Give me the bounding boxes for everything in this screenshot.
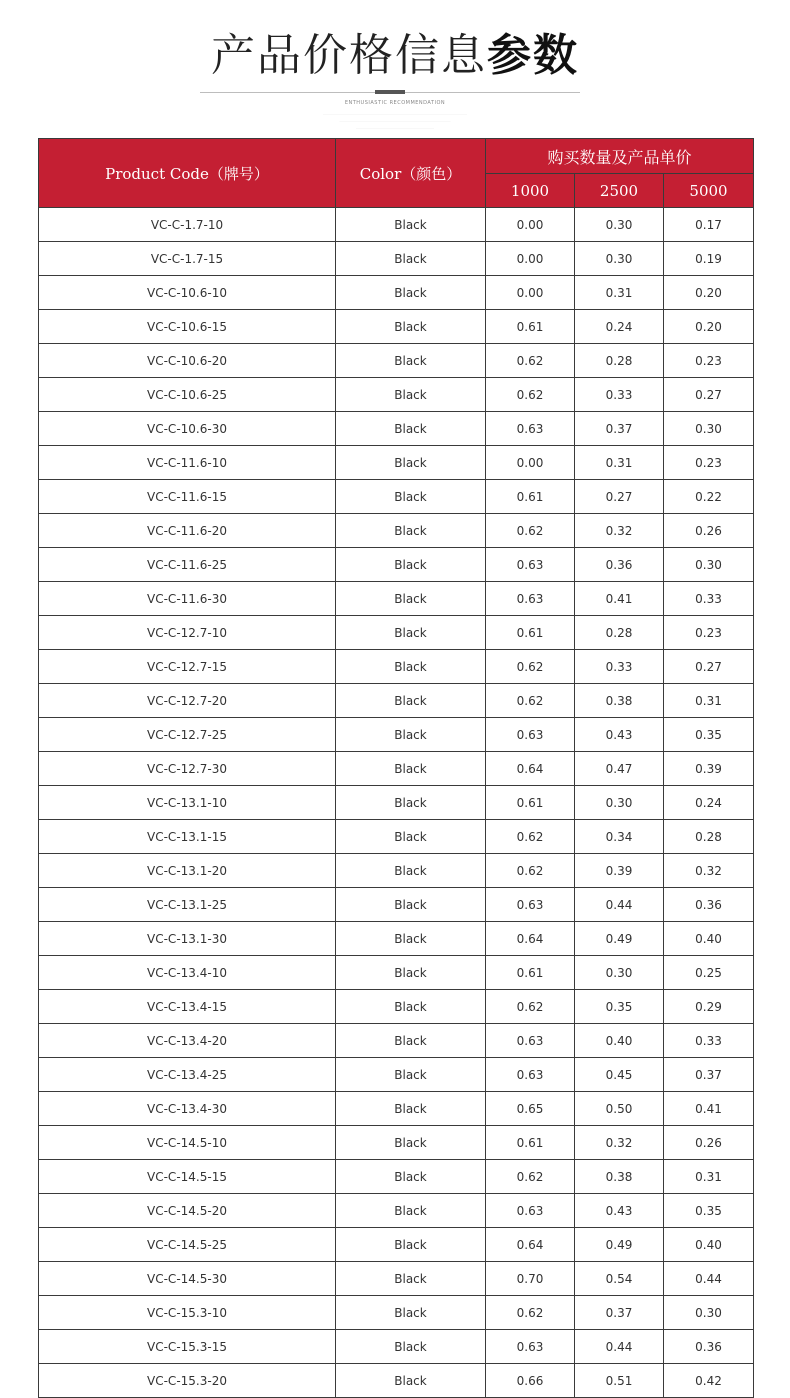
table-row — [39, 956, 754, 990]
table-row — [39, 1194, 754, 1228]
cell-product-code: VC-C-11.6-20 — [39, 514, 336, 548]
cell-price-5000: 0.30 — [664, 548, 754, 582]
cell-price-2500: 0.36 — [575, 548, 664, 582]
cell-price-5000: 0.42 — [664, 1364, 754, 1398]
cell-price-2500: 0.38 — [575, 684, 664, 718]
decorative-fine-print: …………………………………………………………………… — [356, 126, 434, 130]
cell-price-5000: 0.36 — [664, 1330, 754, 1364]
table-row — [39, 1058, 754, 1092]
cell-price-5000: 0.23 — [664, 446, 754, 480]
cell-product-code: VC-C-10.6-25 — [39, 378, 336, 412]
cell-product-code: VC-C-12.7-10 — [39, 616, 336, 650]
cell-price-1000: 0.62 — [486, 990, 575, 1024]
cell-price-1000: 0.62 — [486, 344, 575, 378]
header-quantity-price: 购买数量及产品单价 — [486, 139, 754, 174]
cell-product-code: VC-C-1.7-15 — [39, 242, 336, 276]
cell-price-1000: 0.62 — [486, 820, 575, 854]
cell-price-1000: 0.61 — [486, 956, 575, 990]
table-row — [39, 310, 754, 344]
cell-price-1000: 0.62 — [486, 514, 575, 548]
table-row — [39, 684, 754, 718]
table-row — [39, 1092, 754, 1126]
cell-price-5000: 0.40 — [664, 1228, 754, 1262]
cell-price-5000: 0.26 — [664, 514, 754, 548]
cell-price-2500: 0.45 — [575, 1058, 664, 1092]
cell-price-1000: 0.00 — [486, 208, 575, 242]
cell-price-1000: 0.00 — [486, 242, 575, 276]
cell-price-2500: 0.51 — [575, 1364, 664, 1398]
cell-price-2500: 0.54 — [575, 1262, 664, 1296]
table-row — [39, 616, 754, 650]
cell-price-2500: 0.24 — [575, 310, 664, 344]
cell-product-code: VC-C-11.6-10 — [39, 446, 336, 480]
cell-product-code: VC-C-13.4-10 — [39, 956, 336, 990]
table-row — [39, 1160, 754, 1194]
cell-color: Black — [336, 310, 486, 344]
cell-price-2500: 0.33 — [575, 650, 664, 684]
cell-price-2500: 0.43 — [575, 718, 664, 752]
table-row — [39, 208, 754, 242]
cell-price-5000: 0.23 — [664, 616, 754, 650]
cell-color: Black — [336, 514, 486, 548]
table-row — [39, 412, 754, 446]
cell-product-code: VC-C-14.5-15 — [39, 1160, 336, 1194]
table-row — [39, 1296, 754, 1330]
cell-color: Black — [336, 242, 486, 276]
cell-price-5000: 0.33 — [664, 582, 754, 616]
cell-price-5000: 0.44 — [664, 1262, 754, 1296]
cell-product-code: VC-C-12.7-15 — [39, 650, 336, 684]
cell-price-1000: 0.62 — [486, 1160, 575, 1194]
header-qty-1000: 1000 — [486, 174, 575, 208]
cell-price-2500: 0.31 — [575, 276, 664, 310]
cell-price-1000: 0.61 — [486, 480, 575, 514]
cell-color: Black — [336, 1160, 486, 1194]
cell-color: Black — [336, 480, 486, 514]
cell-price-5000: 0.30 — [664, 412, 754, 446]
decorative-fine-print: ………………………………………………………………………………………………… — [339, 119, 451, 123]
table-row — [39, 854, 754, 888]
cell-product-code: VC-C-15.3-20 — [39, 1364, 336, 1398]
cell-color: Black — [336, 718, 486, 752]
cell-price-1000: 0.62 — [486, 1296, 575, 1330]
cell-color: Black — [336, 1092, 486, 1126]
cell-price-5000: 0.29 — [664, 990, 754, 1024]
cell-product-code: VC-C-10.6-30 — [39, 412, 336, 446]
cell-price-1000: 0.66 — [486, 1364, 575, 1398]
cell-price-1000: 0.63 — [486, 1058, 575, 1092]
cell-color: Black — [336, 412, 486, 446]
cell-color: Black — [336, 616, 486, 650]
table-row — [39, 752, 754, 786]
cell-price-2500: 0.37 — [575, 1296, 664, 1330]
cell-price-5000: 0.32 — [664, 854, 754, 888]
header-product-code: Product Code（牌号） — [39, 139, 336, 208]
cell-price-5000: 0.19 — [664, 242, 754, 276]
cell-color: Black — [336, 446, 486, 480]
header-qty-5000: 5000 — [664, 174, 754, 208]
cell-product-code: VC-C-13.1-25 — [39, 888, 336, 922]
cell-product-code: VC-C-13.1-15 — [39, 820, 336, 854]
cell-price-2500: 0.43 — [575, 1194, 664, 1228]
cell-price-5000: 0.31 — [664, 1160, 754, 1194]
cell-price-2500: 0.49 — [575, 922, 664, 956]
table-row — [39, 718, 754, 752]
cell-product-code: VC-C-10.6-20 — [39, 344, 336, 378]
table-row — [39, 1024, 754, 1058]
cell-color: Black — [336, 1296, 486, 1330]
cell-product-code: VC-C-12.7-30 — [39, 752, 336, 786]
subtitle: ENTHUSIASTIC RECOMMENDATION — [344, 100, 446, 106]
cell-price-5000: 0.39 — [664, 752, 754, 786]
cell-price-2500: 0.41 — [575, 582, 664, 616]
table-row — [39, 1330, 754, 1364]
cell-product-code: VC-C-13.4-25 — [39, 1058, 336, 1092]
cell-product-code: VC-C-11.6-15 — [39, 480, 336, 514]
cell-price-5000: 0.26 — [664, 1126, 754, 1160]
cell-color: Black — [336, 276, 486, 310]
cell-product-code: VC-C-13.4-20 — [39, 1024, 336, 1058]
cell-color: Black — [336, 786, 486, 820]
cell-color: Black — [336, 650, 486, 684]
cell-color: Black — [336, 684, 486, 718]
cell-color: Black — [336, 378, 486, 412]
cell-product-code: VC-C-14.5-10 — [39, 1126, 336, 1160]
title-accent-bar — [375, 90, 405, 94]
cell-price-1000: 0.61 — [486, 616, 575, 650]
table-row — [39, 582, 754, 616]
cell-color: Black — [336, 1024, 486, 1058]
cell-price-2500: 0.33 — [575, 378, 664, 412]
cell-price-5000: 0.31 — [664, 684, 754, 718]
table-row — [39, 446, 754, 480]
cell-product-code: VC-C-14.5-25 — [39, 1228, 336, 1262]
cell-product-code: VC-C-13.4-15 — [39, 990, 336, 1024]
cell-price-2500: 0.35 — [575, 990, 664, 1024]
cell-price-5000: 0.20 — [664, 276, 754, 310]
table-row — [39, 276, 754, 310]
cell-price-5000: 0.40 — [664, 922, 754, 956]
cell-price-1000: 0.63 — [486, 888, 575, 922]
cell-price-2500: 0.30 — [575, 208, 664, 242]
cell-price-5000: 0.24 — [664, 786, 754, 820]
cell-color: Black — [336, 888, 486, 922]
cell-product-code: VC-C-15.3-15 — [39, 1330, 336, 1364]
table-row — [39, 888, 754, 922]
cell-color: Black — [336, 582, 486, 616]
table-row — [39, 1126, 754, 1160]
cell-price-2500: 0.32 — [575, 514, 664, 548]
cell-color: Black — [336, 752, 486, 786]
cell-color: Black — [336, 208, 486, 242]
cell-price-5000: 0.22 — [664, 480, 754, 514]
table-row — [39, 480, 754, 514]
cell-price-2500: 0.28 — [575, 344, 664, 378]
cell-price-1000: 0.62 — [486, 378, 575, 412]
cell-price-1000: 0.00 — [486, 276, 575, 310]
cell-price-5000: 0.41 — [664, 1092, 754, 1126]
cell-price-5000: 0.23 — [664, 344, 754, 378]
cell-color: Black — [336, 1194, 486, 1228]
table-row — [39, 514, 754, 548]
cell-price-1000: 0.61 — [486, 1126, 575, 1160]
table-row — [39, 1262, 754, 1296]
cell-price-5000: 0.37 — [664, 1058, 754, 1092]
cell-product-code: VC-C-13.1-20 — [39, 854, 336, 888]
cell-price-2500: 0.31 — [575, 446, 664, 480]
cell-color: Black — [336, 854, 486, 888]
cell-color: Black — [336, 1364, 486, 1398]
cell-price-2500: 0.30 — [575, 786, 664, 820]
cell-price-2500: 0.50 — [575, 1092, 664, 1126]
table-row — [39, 922, 754, 956]
cell-price-2500: 0.27 — [575, 480, 664, 514]
cell-color: Black — [336, 922, 486, 956]
cell-color: Black — [336, 956, 486, 990]
cell-price-2500: 0.44 — [575, 888, 664, 922]
cell-price-5000: 0.17 — [664, 208, 754, 242]
cell-price-1000: 0.62 — [486, 650, 575, 684]
cell-product-code: VC-C-14.5-20 — [39, 1194, 336, 1228]
cell-price-1000: 0.63 — [486, 1194, 575, 1228]
table-row — [39, 548, 754, 582]
cell-price-5000: 0.30 — [664, 1296, 754, 1330]
cell-product-code: VC-C-1.7-10 — [39, 208, 336, 242]
cell-price-2500: 0.44 — [575, 1330, 664, 1364]
table-row — [39, 242, 754, 276]
cell-price-1000: 0.63 — [486, 1024, 575, 1058]
cell-color: Black — [336, 548, 486, 582]
cell-price-5000: 0.20 — [664, 310, 754, 344]
cell-price-1000: 0.63 — [486, 1330, 575, 1364]
cell-price-1000: 0.63 — [486, 412, 575, 446]
cell-price-5000: 0.35 — [664, 1194, 754, 1228]
cell-color: Black — [336, 1058, 486, 1092]
title-regular: 产品价格信息 — [211, 30, 487, 81]
cell-color: Black — [336, 1262, 486, 1296]
cell-product-code: VC-C-11.6-30 — [39, 582, 336, 616]
cell-color: Black — [336, 1330, 486, 1364]
cell-color: Black — [336, 344, 486, 378]
cell-price-1000: 0.00 — [486, 446, 575, 480]
table-row — [39, 344, 754, 378]
cell-price-1000: 0.61 — [486, 310, 575, 344]
cell-color: Black — [336, 1228, 486, 1262]
cell-product-code: VC-C-12.7-20 — [39, 684, 336, 718]
table-body — [39, 208, 754, 1398]
table-row — [39, 786, 754, 820]
cell-price-2500: 0.39 — [575, 854, 664, 888]
cell-color: Black — [336, 1126, 486, 1160]
table-row — [39, 1364, 754, 1398]
cell-price-5000: 0.35 — [664, 718, 754, 752]
cell-price-2500: 0.37 — [575, 412, 664, 446]
cell-price-5000: 0.27 — [664, 378, 754, 412]
cell-price-2500: 0.34 — [575, 820, 664, 854]
cell-price-1000: 0.65 — [486, 1092, 575, 1126]
cell-price-5000: 0.25 — [664, 956, 754, 990]
cell-price-5000: 0.27 — [664, 650, 754, 684]
cell-price-1000: 0.61 — [486, 786, 575, 820]
cell-price-1000: 0.64 — [486, 1228, 575, 1262]
cell-price-2500: 0.28 — [575, 616, 664, 650]
table-row — [39, 1228, 754, 1262]
cell-price-5000: 0.36 — [664, 888, 754, 922]
table-row — [39, 820, 754, 854]
cell-price-2500: 0.38 — [575, 1160, 664, 1194]
cell-color: Black — [336, 990, 486, 1024]
cell-price-2500: 0.32 — [575, 1126, 664, 1160]
cell-product-code: VC-C-14.5-30 — [39, 1262, 336, 1296]
header-color: Color（颜色） — [336, 139, 486, 208]
cell-product-code: VC-C-10.6-10 — [39, 276, 336, 310]
cell-price-1000: 0.62 — [486, 684, 575, 718]
cell-product-code: VC-C-10.6-15 — [39, 310, 336, 344]
cell-price-1000: 0.64 — [486, 922, 575, 956]
cell-product-code: VC-C-13.1-30 — [39, 922, 336, 956]
cell-product-code: VC-C-15.3-10 — [39, 1296, 336, 1330]
cell-price-1000: 0.63 — [486, 582, 575, 616]
table-row — [39, 650, 754, 684]
cell-price-2500: 0.49 — [575, 1228, 664, 1262]
cell-price-2500: 0.30 — [575, 956, 664, 990]
cell-product-code: VC-C-12.7-25 — [39, 718, 336, 752]
cell-price-5000: 0.28 — [664, 820, 754, 854]
cell-price-1000: 0.62 — [486, 854, 575, 888]
cell-product-code: VC-C-13.4-30 — [39, 1092, 336, 1126]
cell-price-1000: 0.70 — [486, 1262, 575, 1296]
cell-price-2500: 0.30 — [575, 242, 664, 276]
cell-color: Black — [336, 820, 486, 854]
cell-price-1000: 0.64 — [486, 752, 575, 786]
table-row — [39, 378, 754, 412]
cell-price-2500: 0.40 — [575, 1024, 664, 1058]
page-title — [0, 26, 790, 86]
decorative-fine-print: ……………………………………………………………………………………………………………………………… — [323, 112, 467, 116]
cell-price-1000: 0.63 — [486, 548, 575, 582]
cell-price-2500: 0.47 — [575, 752, 664, 786]
cell-price-1000: 0.63 — [486, 718, 575, 752]
title-bold: 参数 — [487, 30, 579, 81]
cell-product-code: VC-C-13.1-10 — [39, 786, 336, 820]
price-table — [38, 138, 754, 1398]
cell-product-code: VC-C-11.6-25 — [39, 548, 336, 582]
header-qty-2500: 2500 — [575, 174, 664, 208]
table-row — [39, 990, 754, 1024]
cell-price-5000: 0.33 — [664, 1024, 754, 1058]
